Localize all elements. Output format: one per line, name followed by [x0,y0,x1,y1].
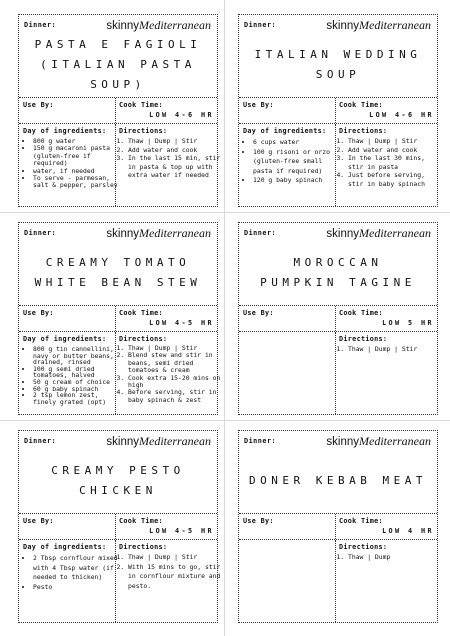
directions-label: Directions: [119,335,168,343]
cook-time-box [335,514,438,539]
recipe-title: PASTA E FAGIOLI (ITALIAN PASTA SOUP) [34,37,202,91]
directions-list [119,137,221,180]
logo-skinny: skinny [326,228,360,240]
ingredients-section [239,124,335,206]
logo-brand: Mediterranean [359,434,431,448]
use-by-label: Use By: [243,517,274,525]
direction-step: 3. In the last 30 mins, stir in pasta [348,154,441,171]
ingredients-label: Day of ingredients: [23,127,107,135]
direction-step: 1. Thaw | Dump [348,553,441,562]
ingredient-item: • 60 g baby spinach [33,386,119,393]
recipe-title: CREAMY TOMATO WHITE BEAN STEW [34,255,202,289]
ingredients-section [239,540,335,622]
recipe-title: CREAMY PESTO CHICKEN [51,463,185,497]
recipe-card [238,14,438,207]
cook-time-box [335,306,438,331]
cook-time-label: Cook Time: [339,101,383,109]
directions-section [115,332,221,414]
logo-brand: Mediterranean [139,18,211,32]
ingredients-list [23,138,119,190]
ingredients-list [23,346,119,405]
directions-label: Directions: [339,335,388,343]
use-by-label: Use By: [243,309,274,317]
card-header [239,431,437,514]
card-meta-row [239,514,437,540]
ingredient-item: • 120 g baby spinach [253,176,339,186]
cook-time-value: LOW 5 HR [382,319,434,327]
use-by-label: Use By: [23,101,54,109]
card-header [19,431,217,514]
card-meta-row [19,514,217,540]
direction-step: 2. Add water and cook [128,146,221,155]
direction-step: 1. Thaw | Dump | Stir [348,137,441,146]
ingredients-section [239,332,335,414]
cook-time-box [115,306,218,331]
ingredient-item: • 50 g cream of choice [33,379,119,386]
ingredient-item: • 150 g macaroni pasta (gluten-free if required) [33,145,119,167]
recipe-card [238,430,438,623]
cook-time-label: Cook Time: [119,309,163,317]
directions-section [115,540,221,622]
directions-label: Directions: [339,127,388,135]
directions-label: Directions: [119,543,168,551]
dinner-label: Dinner: [244,21,277,29]
direction-step: 3. Cook extra 15-20 mins on high [128,375,221,390]
logo-brand: Mediterranean [359,18,431,32]
ingredient-item: • 800 g tin cannellini, navy or butter beans, drained, rinsed [33,346,119,366]
dinner-label: Dinner: [244,229,277,237]
ingredient-item: • 2 tsp lemon zest, finely grated (opt) [33,392,119,405]
ingredient-item: • 2 Tbsp cornflour mixed with 4 Tbsp water (if needed to thicken) [33,554,119,583]
ingredient-item: • 100 g risoni or orzo (gluten-free small pasta if required) [253,148,339,177]
logo-skinny: skinny [106,20,140,32]
card-body [19,332,221,414]
ingredients-section [19,540,118,622]
directions-list [339,137,441,189]
recipe-card [18,14,221,207]
directions-section [335,332,438,414]
card-body [19,124,221,206]
ingredient-item: • 800 g water [33,138,119,145]
card-header [19,15,217,98]
cook-time-box [115,98,218,123]
card-header [239,15,437,98]
card-body [239,540,437,622]
cook-time-value: LOW 4-5 HR [149,527,214,535]
card-header [239,223,437,306]
ingredient-item: • To serve - parmesan, salt & pepper, parsley [33,175,119,190]
ingredient-item: • 100 g semi dried tomatoes, halved [33,366,119,379]
recipe-card [238,222,438,415]
direction-step: 2. With 15 mins to go, stir in cornflour mixture and pesto. [128,563,221,592]
cook-time-value: LOW 4 HR [382,527,434,535]
directions-section [335,540,438,622]
brand-logo [326,18,431,33]
direction-step: 1. Thaw | Dump | Stir [128,345,221,352]
direction-step: 2. Add water and cook [348,146,441,155]
brand-logo [106,226,211,241]
card-meta-row [239,98,437,124]
recipe-title: ITALIAN WEDDING SOUP [254,47,422,81]
recipe-title: DONER KEBAB MEAT [249,473,427,487]
ingredient-item: • Pesto [33,583,119,593]
logo-skinny: skinny [326,436,360,448]
cook-time-value: LOW 4-6 HR [149,111,214,119]
direction-step: 1. Thaw | Dump | Stir [128,137,221,146]
cook-time-box [335,98,438,123]
card-meta-row [19,306,217,332]
ingredients-section [19,332,115,414]
brand-logo [106,434,211,449]
recipe-card [18,222,221,415]
card-meta-row [239,306,437,332]
direction-step: 4. Just before serving, stir in baby spinach [348,171,441,188]
brand-logo [326,434,431,449]
ingredient-item: • water, if needed [33,168,119,175]
recipe-card [18,430,221,623]
directions-label: Directions: [339,543,388,551]
direction-step: 4. Before serving, stir in baby spinach & zest [128,389,221,404]
cook-time-label: Cook Time: [119,101,163,109]
use-by-label: Use By: [23,517,54,525]
logo-skinny: skinny [106,228,140,240]
ingredients-label: Day of ingredients: [243,127,327,135]
ingredient-item: • 6 cups water [253,138,339,148]
card-header [19,223,217,306]
logo-skinny: skinny [326,20,360,32]
direction-step: 2. Blend stew and stir in beans, semi dried tomatoes & cream [128,352,221,374]
directions-label: Directions: [119,127,168,135]
ingredients-list [23,554,119,592]
dinner-label: Dinner: [24,21,57,29]
cook-time-box [115,514,218,539]
directions-section [335,124,438,206]
direction-step: 1. Thaw | Dump | Stir [128,553,221,563]
card-body [239,332,437,414]
horizontal-cut-line [0,212,450,213]
direction-step: 1. Thaw | Dump | Stir [348,345,441,354]
directions-list [339,345,441,354]
directions-section [115,124,221,206]
brand-logo [326,226,431,241]
direction-step: 3. In the last 15 min, stir in pasta & top up with extra water if needed [128,154,221,180]
ingredients-label: Day of ingredients: [23,335,107,343]
directions-list [119,553,221,591]
recipe-title: MOROCCAN PUMPKIN TAGINE [260,255,416,289]
ingredients-list [243,138,339,186]
cook-time-value: LOW 4-6 HR [369,111,434,119]
directions-list [339,553,441,562]
ingredients-label: Day of ingredients: [23,543,107,551]
vertical-cut-line [224,0,225,636]
directions-list [119,345,221,404]
logo-brand: Mediterranean [139,226,211,240]
brand-logo [106,18,211,33]
logo-brand: Mediterranean [139,434,211,448]
ingredients-section [19,124,118,206]
cook-time-value: LOW 4-5 HR [149,319,214,327]
dinner-label: Dinner: [244,437,277,445]
horizontal-cut-line [0,420,450,421]
logo-skinny: skinny [106,436,140,448]
cook-time-label: Cook Time: [339,309,383,317]
card-body [239,124,437,206]
logo-brand: Mediterranean [359,226,431,240]
use-by-label: Use By: [23,309,54,317]
cook-time-label: Cook Time: [339,517,383,525]
use-by-label: Use By: [243,101,274,109]
dinner-label: Dinner: [24,437,57,445]
dinner-label: Dinner: [24,229,57,237]
card-meta-row [19,98,217,124]
cook-time-label: Cook Time: [119,517,163,525]
card-body [19,540,221,622]
